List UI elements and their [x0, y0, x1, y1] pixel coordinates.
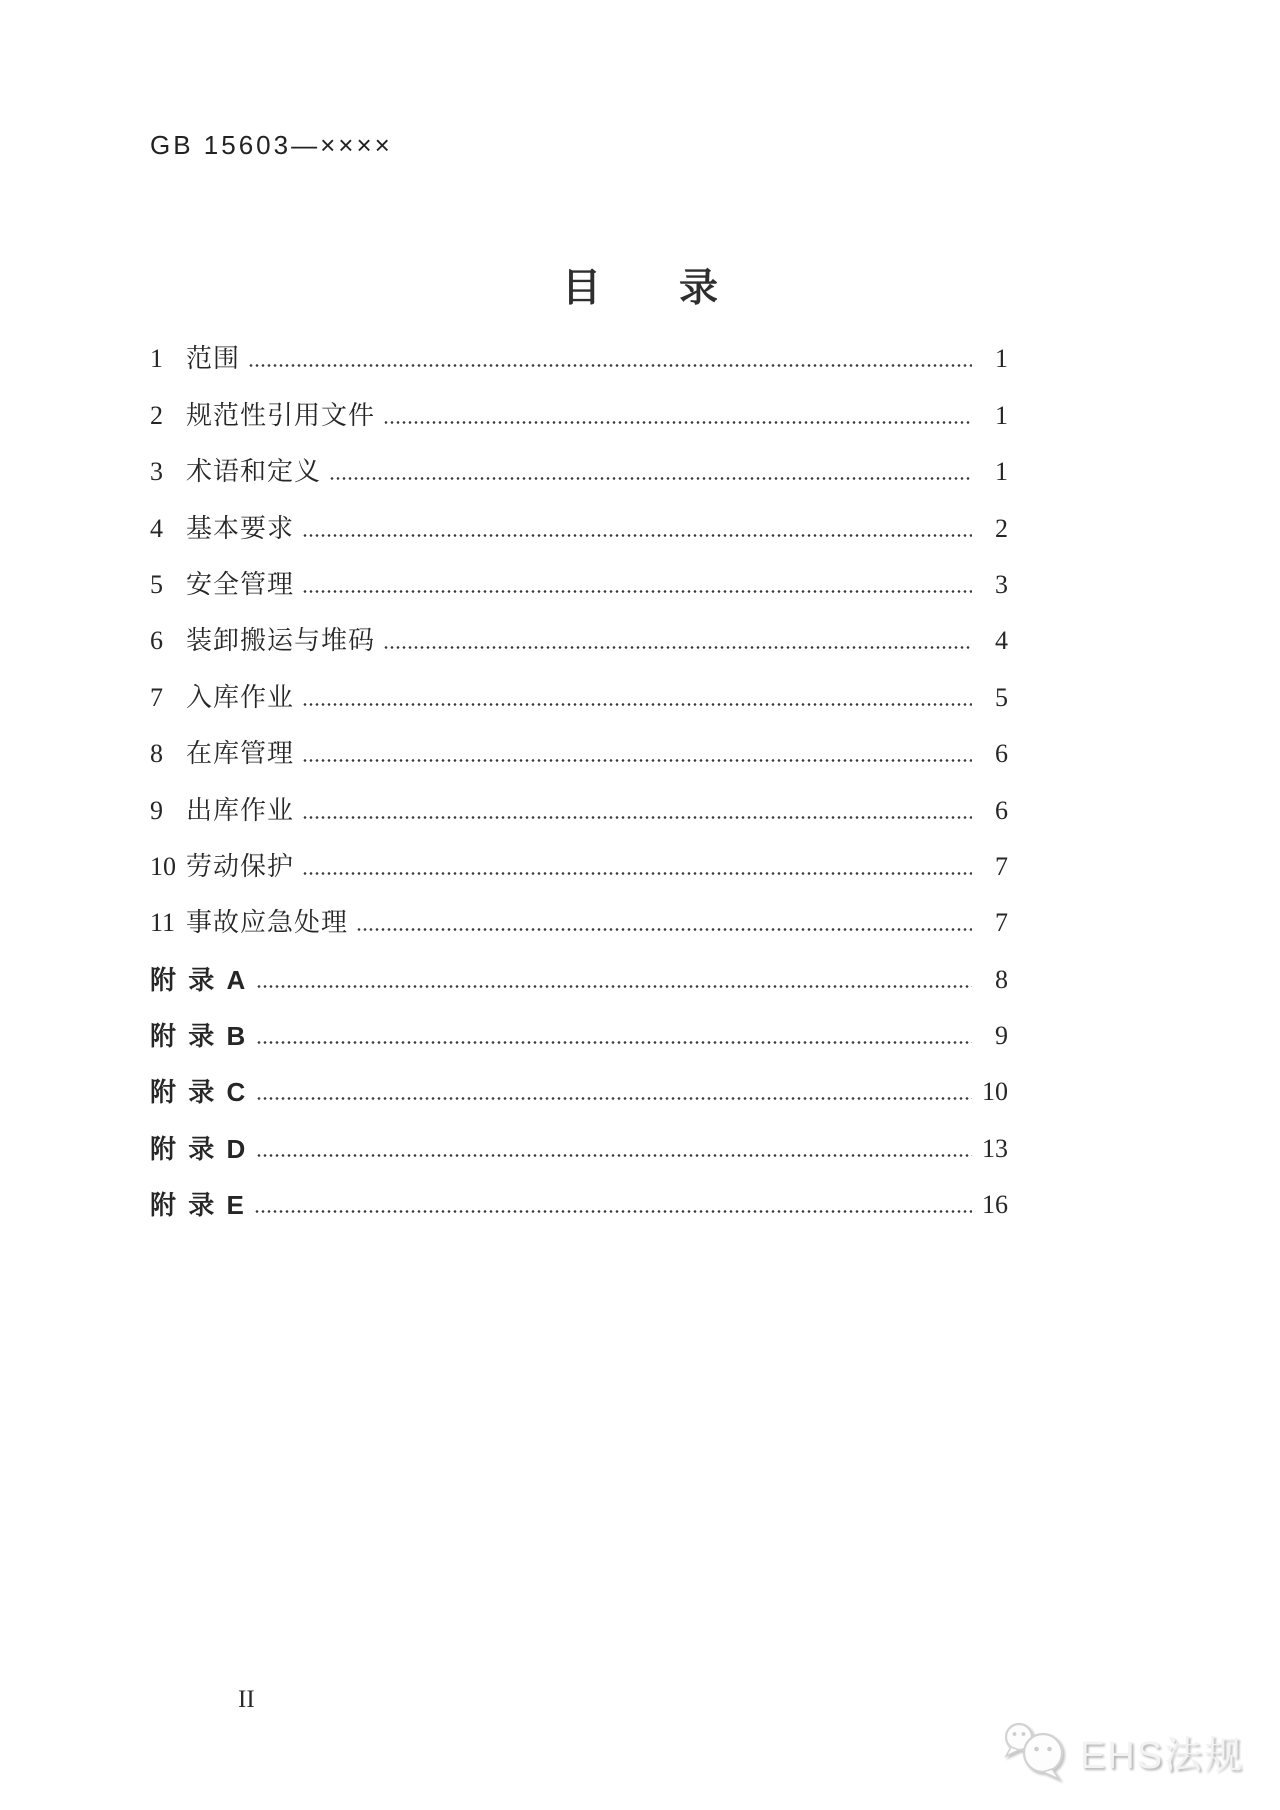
toc-leader-dots: [329, 477, 972, 480]
toc-entry-number: 11: [150, 908, 176, 938]
toc-page-number: 6: [995, 795, 1008, 825]
toc-leader-dots: [302, 534, 972, 537]
toc-entry-label: 劳动保护: [186, 851, 295, 881]
toc-entry-label: 术语和定义: [186, 457, 322, 487]
toc-leader-dots: [302, 872, 972, 875]
toc-list: [150, 330, 1008, 1232]
toc-leader-dots: [302, 590, 972, 593]
toc-leader-dots: [256, 1041, 972, 1044]
toc-row: [150, 668, 1008, 724]
toc-row: [150, 1119, 1008, 1175]
toc-entry-number: 5: [150, 569, 163, 599]
toc-leader-dots: [256, 985, 972, 988]
footer-page-number: II: [238, 1686, 255, 1713]
toc-leader-dots: [302, 703, 972, 706]
toc-entry-label: 附 录 E: [150, 1190, 247, 1221]
toc-page-number: 1: [995, 400, 1008, 430]
toc-row: [150, 1176, 1008, 1232]
toc-row: [150, 1063, 1008, 1119]
toc-entry-number: 2: [150, 400, 163, 430]
toc-entry-label: 在库管理: [186, 739, 295, 769]
toc-row: [150, 386, 1008, 442]
toc-row: [150, 950, 1008, 1006]
toc-leader-dots: [302, 816, 972, 819]
watermark: [998, 1720, 1244, 1782]
toc-entry-label: 范围: [186, 344, 241, 374]
toc-entry-number: 8: [150, 739, 163, 769]
toc-entry-number: 10: [150, 851, 176, 881]
toc-entry-label: 附 录 A: [150, 964, 248, 995]
toc-leader-dots: [256, 1154, 972, 1157]
toc-page-number: 7: [995, 908, 1008, 938]
toc-page-number: 13: [982, 1133, 1008, 1163]
toc-page-number: 7: [995, 851, 1008, 881]
toc-row: [150, 499, 1008, 555]
toc-entry-number: 6: [150, 626, 163, 656]
standard-number: GB 15603—××××: [150, 130, 393, 160]
toc-leader-dots: [248, 364, 972, 367]
toc-entry-label: 附 录 B: [150, 1021, 248, 1052]
toc-entry-label: 入库作业: [186, 682, 295, 712]
toc-entry-label: 事故应急处理: [186, 908, 349, 938]
toc-leader-dots: [383, 646, 972, 649]
toc-leader-dots: [356, 928, 972, 931]
toc-page-number: 16: [982, 1190, 1008, 1220]
toc-row: [150, 781, 1008, 837]
watermark-text: EHS法规: [1079, 1734, 1244, 1777]
toc-entry-number: 9: [150, 795, 163, 825]
toc-entry-label: 附 录 D: [150, 1133, 248, 1164]
toc-row: [150, 725, 1008, 781]
toc-entry-label: 出库作业: [186, 795, 295, 825]
toc-entry-label: 规范性引用文件: [186, 400, 376, 430]
toc-row: [150, 894, 1008, 950]
toc-entry-label: 装卸搬运与堆码: [186, 626, 376, 656]
toc-page-number: 10: [982, 1077, 1008, 1107]
wechat-icon: [998, 1720, 1070, 1782]
page-title: 目 录: [561, 267, 718, 310]
toc-entry-label: 基本要求: [186, 513, 295, 543]
toc-page-number: 6: [995, 739, 1008, 769]
toc-entry-number: 3: [150, 457, 163, 487]
toc-page-number: 5: [995, 682, 1008, 712]
toc-entry-number: 1: [150, 344, 163, 374]
toc-leader-dots: [254, 1210, 972, 1213]
toc-entry-label: 安全管理: [186, 569, 295, 599]
toc-row: [150, 443, 1008, 499]
toc-row: [150, 838, 1008, 894]
toc-page-number: 1: [995, 457, 1008, 487]
toc-entry-label: 附 录 C: [150, 1077, 248, 1108]
toc-page-number: 1: [995, 344, 1008, 374]
toc-leader-dots: [302, 759, 972, 762]
toc-row: [150, 330, 1008, 386]
toc-row: [150, 556, 1008, 612]
toc-leader-dots: [256, 1097, 972, 1100]
toc-row: [150, 1007, 1008, 1063]
toc-page-number: 9: [995, 1021, 1008, 1051]
toc-page-number: 2: [995, 513, 1008, 543]
toc-entry-number: 4: [150, 513, 163, 543]
toc-page-number: 4: [995, 626, 1008, 656]
toc-page-number: 8: [995, 964, 1008, 994]
toc-page-number: 3: [995, 569, 1008, 599]
toc-leader-dots: [383, 421, 972, 424]
toc-row: [150, 612, 1008, 668]
toc-entry-number: 7: [150, 682, 163, 712]
